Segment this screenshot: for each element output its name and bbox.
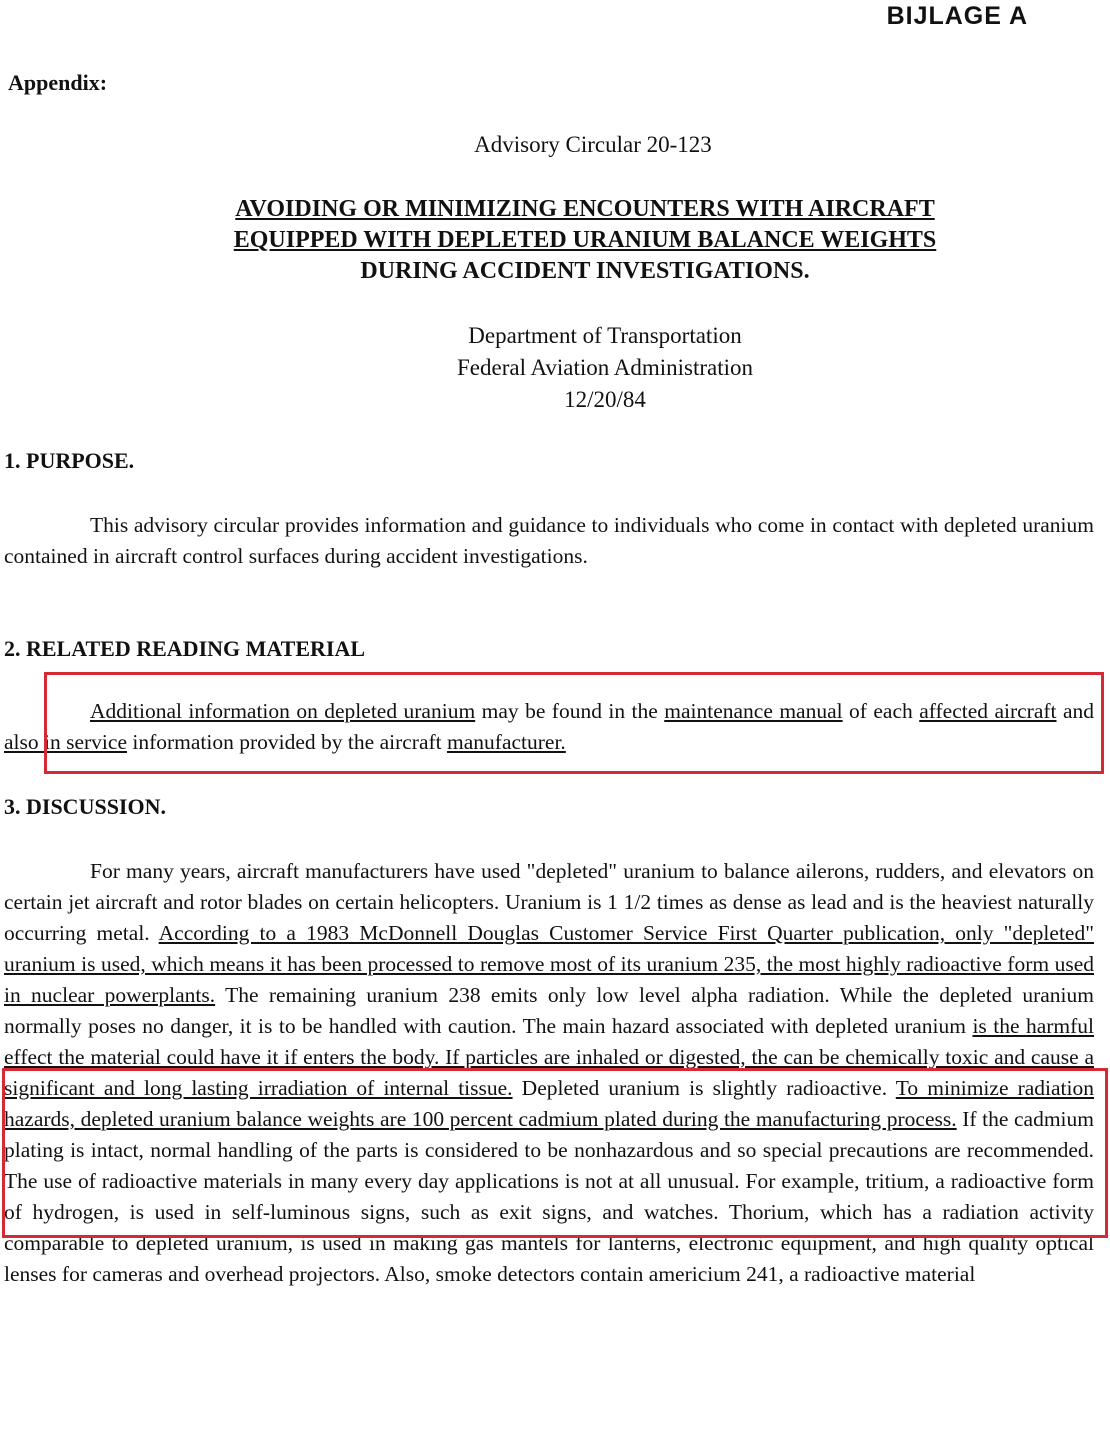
highlight-box-discussion bbox=[2, 1068, 1108, 1238]
discussion-seg-3: The remaining uranium 238 emits only low level alpha radiation. While the depleted uranium normally poses no danger, it is to be handled with caution. The main hazard associated with depleted uranium bbox=[4, 983, 1094, 1038]
related-seg-8: information provided by the aircraft bbox=[127, 730, 448, 754]
appendix-label: Appendix: bbox=[8, 70, 108, 95]
related-seg-9: manufacturer. bbox=[447, 730, 566, 754]
discussion-seg-2: According to a 1983 McDonnell Douglas Customer Service First Quarter publication, only "depleted" uranium is used, which means it has been processed to remove most of its uranium 235, the most highly radioactive form used in nuclear powerplants. bbox=[4, 921, 1094, 1007]
discussion-heading: 3. DISCUSSION. bbox=[4, 794, 166, 819]
discussion-seg-1: For many years, aircraft manufacturers have used "depleted" uranium to balance ailerons, rudders, and elevators on certain jet aircraft and rotor blades on certain helicopters. Uranium is 1 1/2 times as dense as lead and is the heaviest naturally occurring metal. bbox=[4, 859, 1094, 945]
related-seg-3: maintenance manual bbox=[664, 699, 843, 723]
purpose-heading: 1. PURPOSE. bbox=[4, 448, 135, 473]
purpose-body: This advisory circular provides information and guidance to individuals who come in contact with depleted uranium contained in aircraft control surfaces during accident investigations. bbox=[4, 513, 1094, 568]
related-seg-6: and bbox=[1056, 699, 1094, 723]
purpose-paragraph bbox=[4, 510, 1094, 572]
document-date: 12/20/84 bbox=[564, 387, 646, 412]
related-seg-2: may be found in the bbox=[475, 699, 665, 723]
related-seg-1: Additional information on depleted uranium bbox=[90, 699, 476, 723]
discussion-seg-4: is the harmful effect the material could have it if enters the body. If particles are inhaled or digested, the can be chemically toxic and cause a significant and long lasting irradiation of internal tissue. bbox=[4, 1014, 1094, 1100]
related-seg-7: also in service bbox=[4, 730, 127, 754]
agency-block bbox=[0, 320, 1110, 416]
department-name: Department of Transportation bbox=[468, 323, 742, 348]
administration-name: Federal Aviation Administration bbox=[457, 355, 753, 380]
document-title bbox=[0, 194, 1110, 287]
title-line-1: AVOIDING OR MINIMIZING ENCOUNTERS WITH AIRCRAFT bbox=[235, 196, 935, 222]
circular-number: Advisory Circular 20-123 bbox=[474, 132, 712, 157]
highlight-box-related bbox=[44, 672, 1104, 774]
title-line-3: DURING ACCIDENT INVESTIGATIONS. bbox=[360, 258, 810, 284]
discussion-seg-6: To minimize radiation hazards, depleted uranium balance weights are 100 percent cadmium plated during the manufacturing process. bbox=[4, 1076, 1095, 1131]
annex-label: BIJLAGE A bbox=[886, 2, 1028, 30]
related-seg-4: of each bbox=[842, 699, 920, 723]
discussion-seg-7: If the cadmium plating is intact, normal handling of the parts is considered to be nonhazardous and so special precautions are recommended. The use of radioactive materials in many every day applications is not at all unusual. For example, tritium, a radioactive form of hydrogen, is used in self-luminous signs, such as exit signs, and watches. Thorium, which has a radiation activity comparable to depleted uranium, is used in making gas mantels for lanterns, electronic equipment, and high quality optical lenses for cameras and overhead projectors. Also, smoke detectors contain americium 241, a radioactive material bbox=[4, 1107, 1095, 1286]
related-seg-5: affected aircraft bbox=[919, 699, 1057, 723]
title-line-2: EQUIPPED WITH DEPLETED URANIUM BALANCE WEIGHTS bbox=[233, 227, 937, 253]
related-heading: 2. RELATED READING MATERIAL bbox=[4, 636, 366, 661]
discussion-seg-5: Depleted uranium is slightly radioactive. bbox=[512, 1076, 896, 1100]
